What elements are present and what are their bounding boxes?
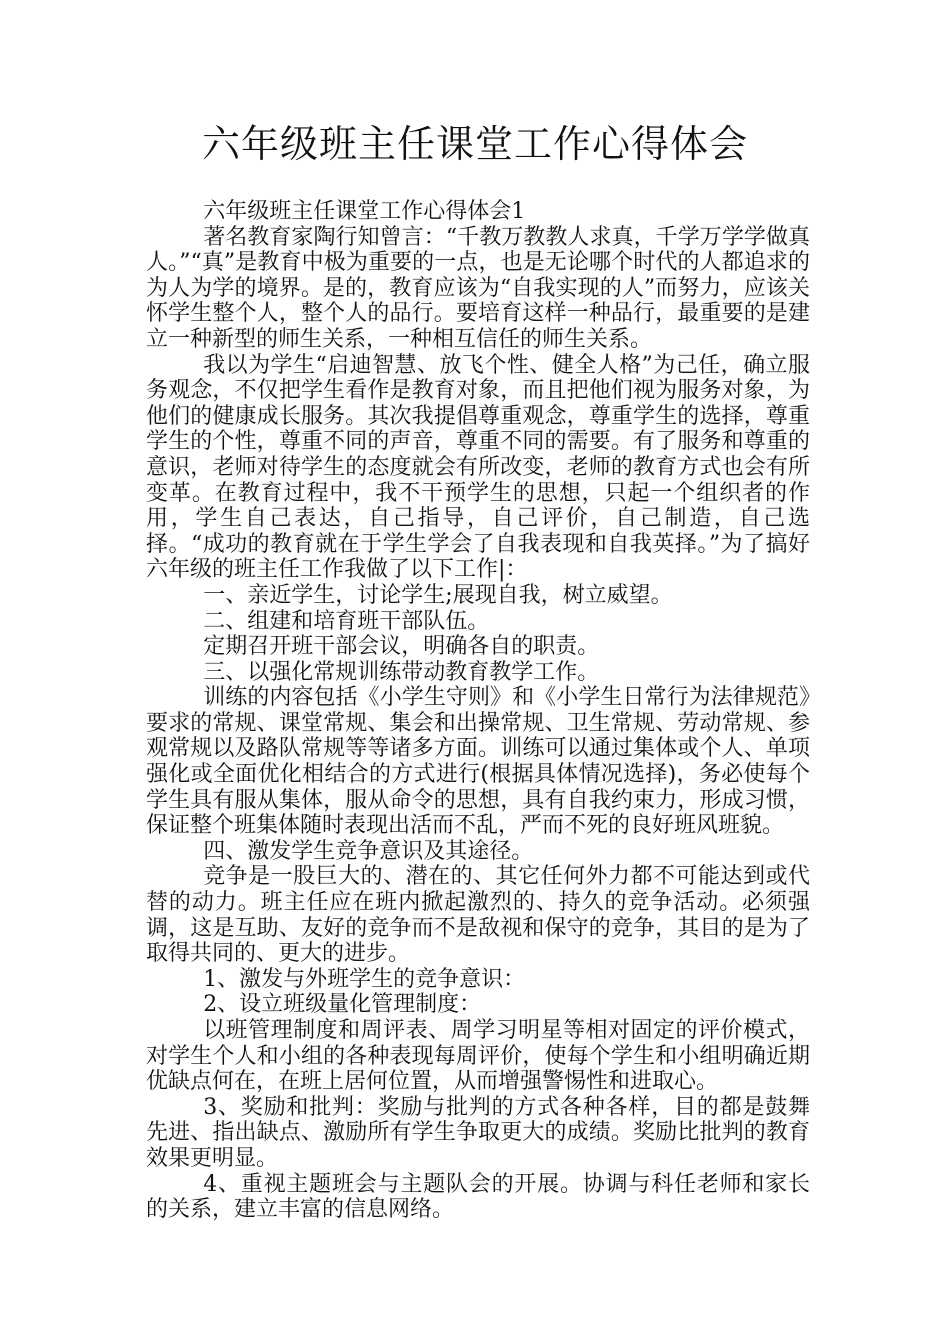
- list-heading: 二、组建和培育班干部队伍。: [203, 608, 490, 634]
- list-item: 2、设立班级量化管理制度：: [203, 992, 482, 1018]
- paragraph: 训练的内容包括《小学生守则》和《小学生日常行为法律规范》要求的常规、课堂常规、集会和出操常规、卫生常规、劳动常规、参观常规以及路队常规等等诸多方面。训练可以通过集体或个人、单项强化或全面优化相结合的方式进行(根据具体情况选择)，务必使每个学生具有服从集体，服从命令的思想，具有自我约束力，形成习惯，保证整个班集体随时表现出活而不乱，严而不死的良好班风班貌。: [146, 685, 810, 839]
- document-body: [146, 199, 810, 1223]
- section-heading: 六年级班主任课堂工作心得体会1: [203, 199, 526, 224]
- list-item: 4、重视主题班会与主题队会的开展。协调与科任老师和家长的关系，建立丰富的信息网络。: [146, 1171, 810, 1223]
- list-heading: 四、激发学生竞争意识及其途径。: [203, 838, 534, 864]
- list-item: 1、激发与外班学生的竞争意识：: [203, 966, 526, 992]
- document-title: 六年级班主任课堂工作心得体会: [201, 122, 748, 166]
- paragraph: 我以为学生“启迪智慧、放飞个性、健全人格”为己任，确立服务观念，不仅把学生看作是教育对象，而且把他们视为服务对象，为他们的健康成长服务。其次我提倡尊重观念，尊重学生的选择，尊重学生的个性，尊重不同的声音，尊重不同的需要。有了服务和尊重的意识，老师对待学生的态度就会有所改变，老师的教育方式也会有所变革。在教育过程中，我不干预学生的思想，只起一个组织者的作用，学生自己表达，自己指导，自己评价，自己制造，自己选择。“成功的教育就在于学生学会了自我表现和自我英择。”为了搞好六年级的班主任工作我做了以下工作|：: [146, 352, 810, 583]
- list-item: 3、奖励和批判：奖励与批判的方式各种各样，目的都是鼓舞先进、指出缺点、激励所有学生争取更大的成绩。奖励比批判的教育效果更明显。: [146, 1094, 810, 1171]
- paragraph: 定期召开班干部会议，明确各自的职责。: [203, 634, 600, 660]
- paragraph: 著名教育家陶行知曾言：“千教万教教人求真，千学万学学做真人。”“真”是教育中极为重要的一点，也是无论哪个时代的人都追求的为人为学的境界。是的，教育应该为“自我实现的人”而努力，应该关怀学生整个人，整个人的品行。要培育这样一种品行，最重要的是建立一种新型的师生关系，一种相互信任的师生关系。: [146, 224, 810, 352]
- list-heading: 三、以强化常规训练带动教育教学工作。: [203, 659, 600, 685]
- paragraph: 以班管理制度和周评表、周学习明星等相对固定的评价模式，对学生个人和小组的各种表现每周评价，使每个学生和小组明确近期优缺点何在，在班上居何位置，从而增强警惕性和进取心。: [146, 1018, 810, 1095]
- paragraph: 竞争是一股巨大的、潜在的、其它任何外力都不可能达到或代替的动力。班主任应在班内掀起激烈的、持久的竞争活动。必须强调，这是互助、友好的竞争而不是敌视和保守的竞争，其目的是为了取得共同的、更大的进步。: [146, 864, 810, 967]
- list-heading: 一、亲近学生，讨论学生;展现自我，树立威望。: [203, 582, 673, 608]
